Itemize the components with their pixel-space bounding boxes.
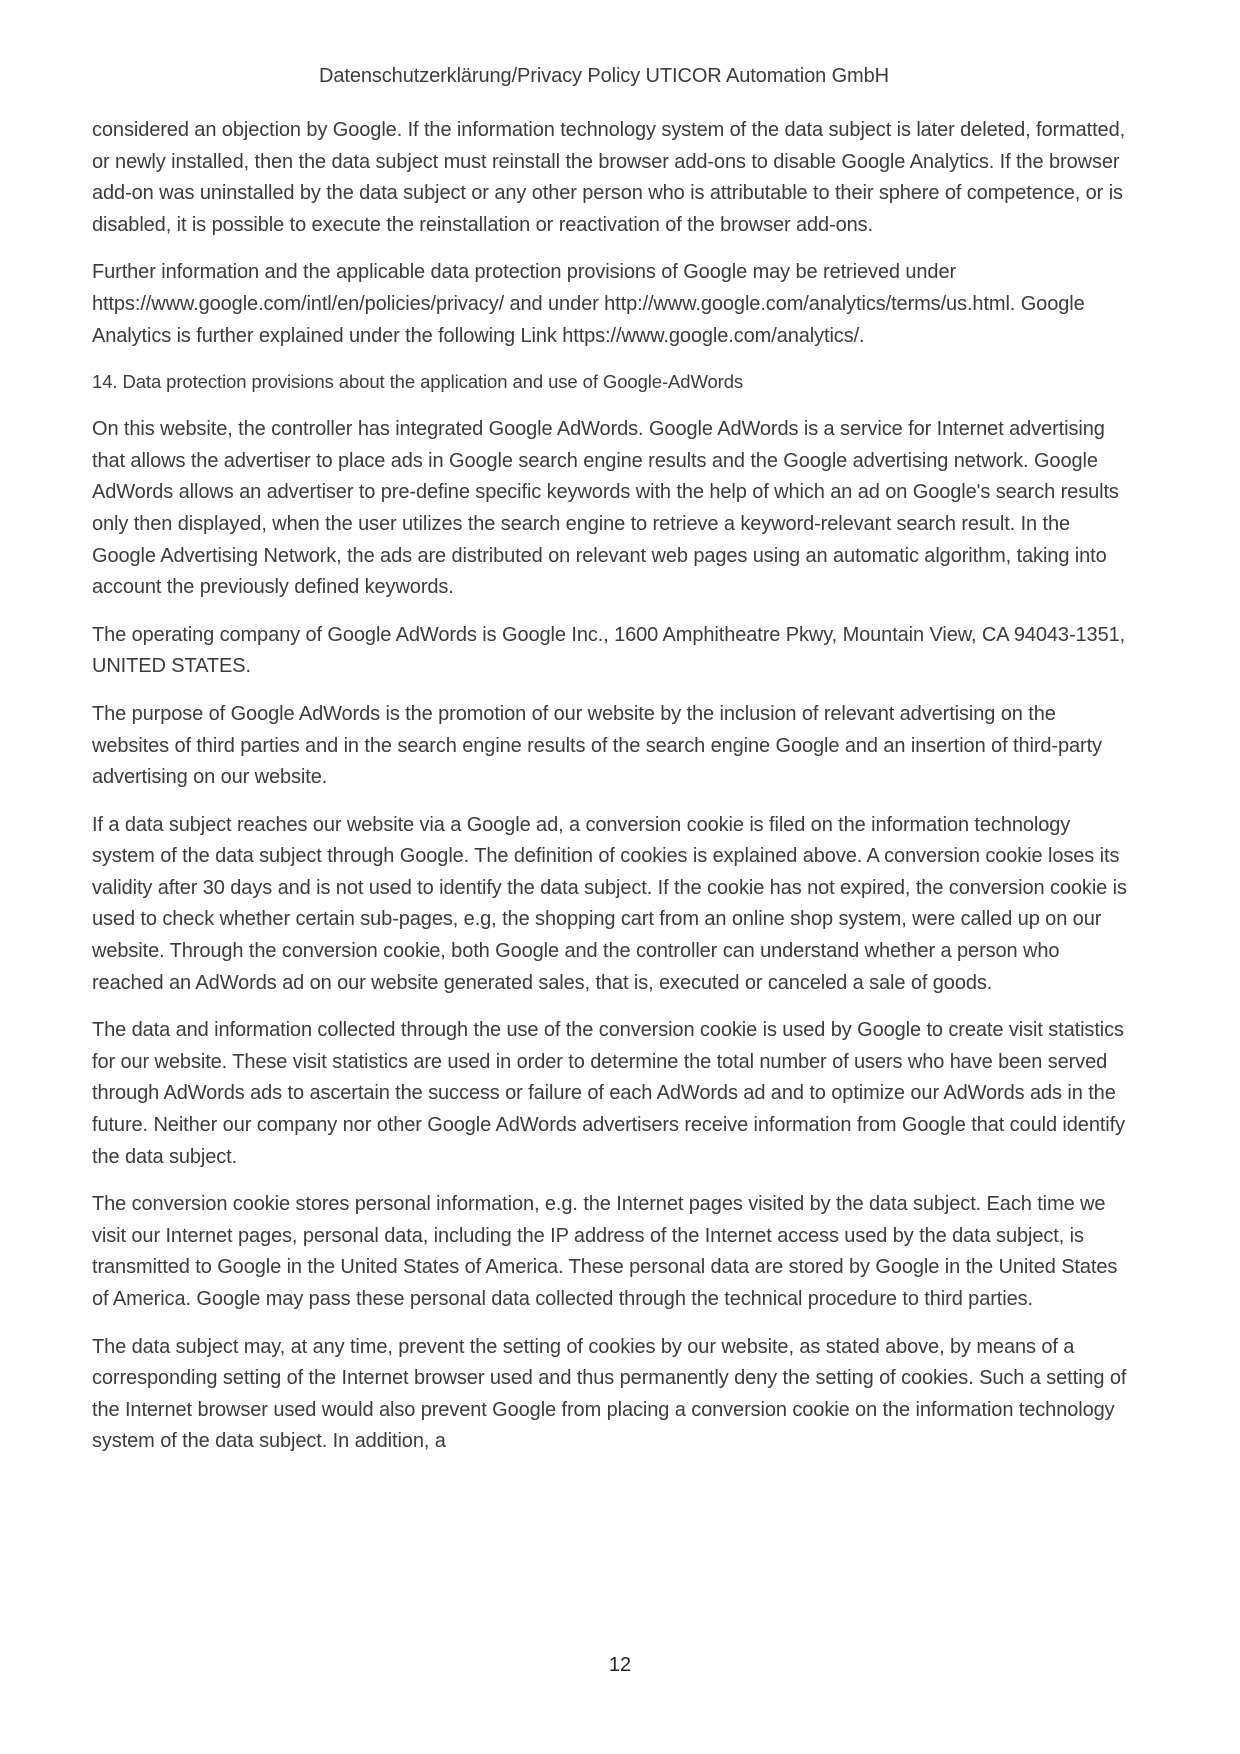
paragraph-visit-statistics: The data and information collected through the use of the conversion cookie is used by Google to create visit statistics for our website. These visit statistics are used in order to determine the total number of users who have been served through AdWords ads to ascertain the success or failure of each AdWords ad and to optimize our AdWords ads in the future. Neither our company nor other Google AdWords advertisers receive information from Google that could identify the data subject.	[92, 1019, 1126, 1168]
paragraph-prevent-cookies: The data subject may, at any time, prevent the setting of cookies by our website, as stated above, by means of a corresponding setting of the Internet browser used and thus permanently deny the setting of cookies. Such a setting of the Internet browser used would also prevent Google from placing a conversion cookie on the information technology system of the data subject. In addition, a	[92, 1335, 1127, 1453]
paragraph-adwords-overview: On this website, the controller has integrated Google AdWords. Google AdWords is a service for Internet advertising that allows the advertiser to place ads in Google search engine results and the Google advertising network. Google AdWords allows an advertiser to pre-define specific keywords with the help of which an ad on Google's search results only then displayed, when the user utilizes the search engine to retrieve a keyword-relevant search result. In the Google Advertising Network, the ads are distributed on relevant web pages using an automatic algorithm, taking into account the previously defined keywords.	[92, 418, 1119, 599]
paragraph-browser-addon-reinstall: considered an objection by Google. If the information technology system of the data subject is later deleted, formatted, or newly installed, then the data subject must reinstall the browser add-ons to disable Google Analytics. If the browser add-on was uninstalled by the data subject or any other person who is attributable to their sphere of competence, or is disabled, it is possible to execute the reinstallation or reactivation of the browser add-ons.	[92, 119, 1126, 236]
paragraph-adwords-operating-company: The operating company of Google AdWords is Google Inc., 1600 Amphitheatre Pkwy, Mountain View, CA 94043-1351, UNITED STATES.	[92, 623, 1126, 678]
paragraph-adwords-purpose: The purpose of Google AdWords is the promotion of our website by the inclusion of relevant advertising on the websites of third parties and in the search engine results of the search engine Google and an insertion of third-party advertising on our website.	[92, 702, 1102, 789]
paragraph-google-policy-links: Further information and the applicable data protection provisions of Google may be retrieved under https://www.google.com/intl/en/policies/privacy/ and under http://www.google.com/analytics/terms/us.html. Google Analytics is further explained under the following Link https://www.google.com/analytics/.	[92, 261, 1085, 347]
page-number: 12	[608, 1654, 632, 1676]
document-header-title: Datenschutzerklärung/Privacy Policy UTICOR Automation GmbH	[319, 65, 889, 87]
paragraph-personal-data-transfer: The conversion cookie stores personal information, e.g. the Internet pages visited by the data subject. Each time we visit our Internet pages, personal data, including the IP address of the Internet access used by the data subject, is transmitted to Google in the United States of America. These personal data are stored by Google in the United States of America. Google may pass these personal data collected through the technical procedure to third parties.	[92, 1193, 1118, 1310]
section-heading-14-google-adwords: 14. Data protection provisions about the application and use of Google-AdWords	[92, 371, 744, 393]
paragraph-conversion-cookie: If a data subject reaches our website via a Google ad, a conversion cookie is filed on the information technology system of the data subject through Google. The definition of cookies is explained above. A conversion cookie loses its validity after 30 days and is not used to identify the data subject. If the cookie has not expired, the conversion cookie is used to check whether certain sub-pages, e.g, the shopping cart from an online shop system, were called up on our website. Through the conversion cookie, both Google and the controller can understand whether a person who reached an AdWords ad on our website generated sales, that is, executed or canceled a sale of goods.	[92, 813, 1127, 994]
